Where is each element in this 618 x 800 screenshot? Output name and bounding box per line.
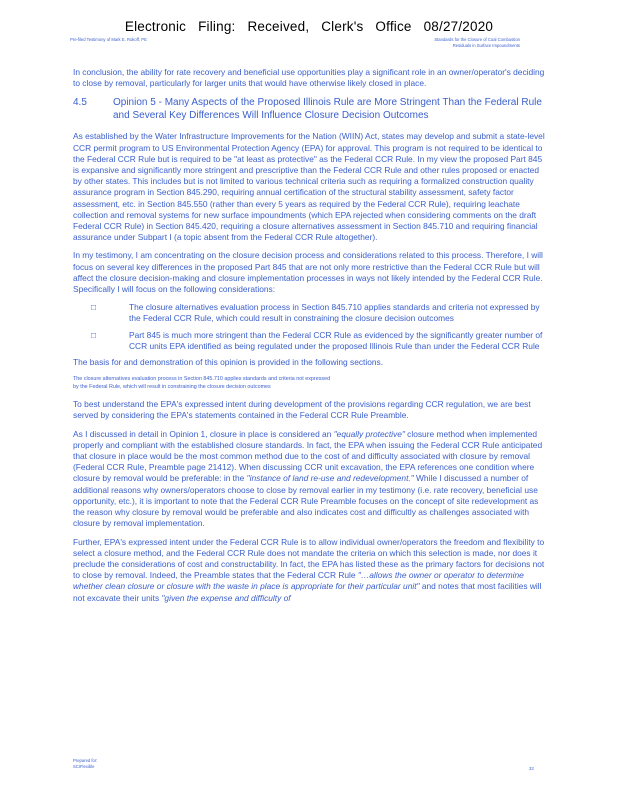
page-number: 33 — [529, 766, 534, 771]
text-run: closure method when implemented properly and compliant with the established closure standards. In fact, the EPA when issuing the Federal CCR Rule anticipated that closure in place would be the most common method due to the cost of and difficulty associated with closure by removal (Federal CCR Rule, Preamble page 21412). When discussing CCR unit excavation, the EPA references one condition where closure by removal would be preferable: in the — [73, 428, 543, 484]
paragraph-epa-intent: To best understand the EPA's expressed intent during development of the provisions regarding CCR regulation, we are best served by considering the EPA's statements contained in the Federal CCR Rule Preamble. — [73, 399, 531, 421]
header-right-line-2: Residuals in Surface Impoundments — [452, 43, 520, 48]
paragraph-basis: The basis for and demonstration of this opinion is provided in the following sections. — [73, 357, 384, 368]
running-header-left: Pre-filed Testimony of Mark E. Rokoff, PE — [70, 37, 147, 42]
quote-run: "equally protective" — [333, 428, 405, 439]
paragraph-wiin-act: As established by the Water Infrastructure Improvements for the Nation (WIIN) Act, states may develop and submit a state-level CCR permit program to US Environmental Protection Agency (EPA) for approval. This program is not required to be identical to the Federal CCR Rule but is required to be "at least as protective" as the Federal CCR Rule. In my view the proposed Part 845 is expansive and significantly more stringent and prescriptive than the Federal CCR Rule and other rules proposed or enacted by other states. This includes but is not limited to various technical criteria such as requiring a formalized construction quality assurance program in Section 845.290, requiring annual certification of the structural stability assessment, safety factor assessment, etc. in Section 845.550 (rather than every 5 years as required by the Federal CCR Rule), requiring leachate collection and removal systems for new surface impoundments (which EPA rejected when considering comments on the draft Federal CCR Rule) in Section 845.420, requiring a closure alternatives assessment in Section 845.710 and requiring financial assurance under Subpart I (a topic absent from the Federal CCR Rule altogether). — [73, 131, 545, 243]
bullet-marker: □ — [91, 302, 97, 313]
quote-run: "instance of land re-use and redevelopment." — [246, 473, 414, 484]
section-number: 4.5 — [73, 97, 87, 109]
footer-line-2: SCIFlexible — [73, 764, 95, 769]
running-header-right — [434, 37, 520, 49]
bullet-marker: □ — [91, 329, 97, 340]
body-text — [73, 67, 545, 611]
bullet-text: Part 845 is much more stringent than the Federal CCR Rule as evidenced by the significantly greater number of CCR units EPA identified as being regulated under the proposed Illinois Rule than under the Federal CCR Rule — [129, 329, 543, 351]
footer-prepared-for — [73, 758, 97, 770]
header-right-line-1: Standards for the Closure of Coal Combustion — [434, 37, 520, 42]
text-run: and notes that most facilities will not excavate their units — [73, 581, 542, 603]
paragraph-testimony-focus: In my testimony, I am concentrating on the closure decision process and considerations related to this process. Therefore, I will focus on several key differences in the proposed Part 845 that are not only more restrictive than the Federal CCR Rule but will affect the closure decision-making and closure implementation processes in ways not likely intended by the Federal CCR Rule. Specifically I will focus on the following considerations: — [73, 250, 543, 295]
quote-run: "…allows the owner or operator to determine whether clean closure or closure with the waste in place is appropriate for their particular unit" — [73, 570, 524, 592]
caption-line-2: by the Federal Rule, which will result in constraining the closure decision outcomes — [73, 384, 271, 391]
section-title: Opinion 5 - Many Aspects of the Proposed Illinois Rule are More Stringent Than the Federal Rule and Several Key Differences Will Influence Closure Decision Outcomes — [113, 97, 542, 122]
bullet-item — [73, 302, 545, 324]
bullet-text: The closure alternatives evaluation process in Section 845.710 applies standards and criteria not expressed by the Federal CCR Rule, which could result in constraining the closure decision outcomes — [129, 302, 540, 324]
text-run: Further, EPA's expressed intent under the Federal CCR Rule is to allow individual owner/operators the freedom and flexibility to select a closure method, and the Federal CCR Rule does not mandate the criteria on which this selection is made, nor does it preclude the considerations of cost and constructability. In fact, the EPA has listed these as the primary factors for decisions not to close by removal. Indeed, the Preamble states that the Federal CCR Rule — [73, 536, 545, 581]
subsection-caption — [73, 375, 545, 391]
paragraph-flexibility — [73, 537, 545, 604]
text-run: While I discussed a number of additional reasons why owners/operators choose to close by removal earlier in my testimony (i.e. rate recovery, beneficial use opportunity, etc.), it is important to note that the Federal CCR Rule Preamble focuses on the concept of site redevelopment as the reason why closure by removal would be preferable and also indicates cost and difficultly as challenges associated with closure by removal implementation. — [73, 473, 539, 529]
quote-run: "given the expense and difficulty of — [161, 592, 291, 603]
text-run: As I discussed in detail in Opinion 1, closure in place is considered an — [73, 428, 334, 439]
footer-line-1: Prepared for: — [73, 758, 98, 763]
paragraph-closure-in-place — [73, 429, 545, 530]
filing-stamp: Electronic Filing: Received, Clerk's Office 08/27/2020 — [124, 19, 494, 34]
caption-line-1: The closure alternatives evaluation process in Section 845.710 applies standards and criteria not expressed — [73, 376, 331, 383]
paragraph-conclusion: In conclusion, the ability for rate recovery and beneficial use opportunities play a significant role in an owner/operator's deciding to close by removal, particularly for larger units that would have otherwise likely closed in place. — [73, 67, 545, 89]
section-heading — [73, 96, 545, 122]
bullet-item — [73, 330, 545, 352]
